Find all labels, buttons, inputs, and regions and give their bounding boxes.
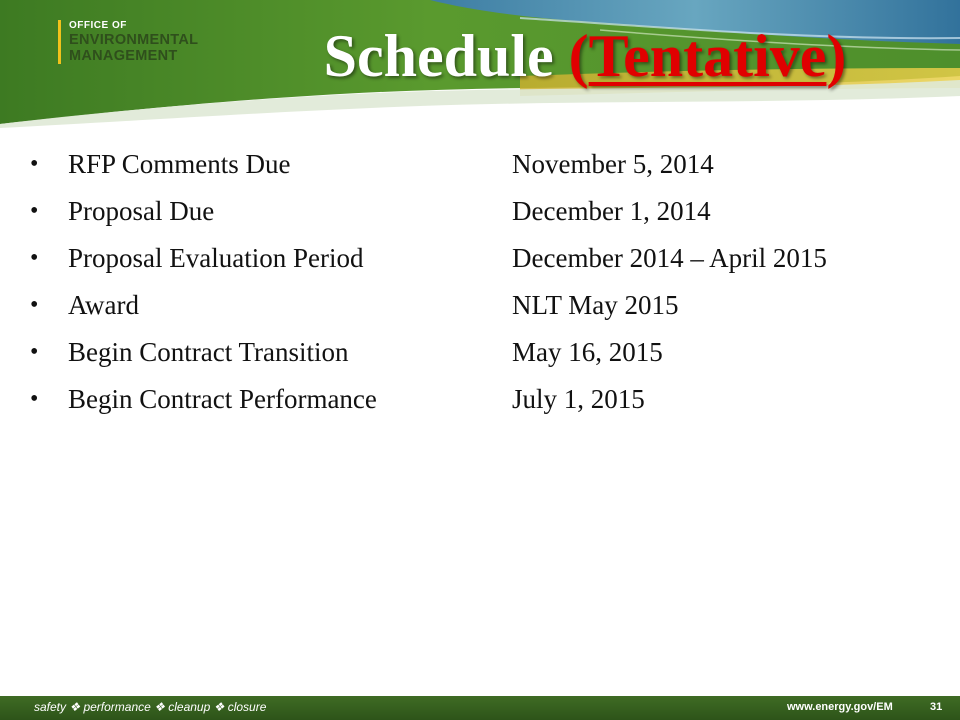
title-main: Schedule (323, 23, 569, 89)
item-date: December 1, 2014 (512, 196, 711, 226)
page-number: 31 (930, 701, 943, 713)
header-banner (0, 0, 960, 128)
item-date: July 1, 2015 (512, 384, 645, 414)
footer-url-link[interactable]: www.energy.gov/EM (787, 701, 893, 713)
item-date: December 2014 – April 2015 (512, 243, 827, 273)
item-label: Begin Contract Performance (68, 384, 377, 414)
list-item (30, 332, 930, 379)
bullet: • (30, 386, 39, 412)
footer-tagline: safety ❖ performance ❖ cleanup ❖ closure (34, 700, 267, 714)
item-date: May 16, 2015 (512, 337, 663, 367)
title-tentative: Tentative (588, 23, 827, 89)
bullet: • (30, 245, 39, 271)
logo-line-environmental: ENVIRONMENTAL (69, 32, 199, 48)
list-item (30, 191, 930, 238)
bullet: • (30, 198, 39, 224)
page-title (0, 20, 960, 92)
footer-bar (0, 696, 960, 720)
list-item (30, 144, 930, 191)
logo-line-office: OFFICE OF (69, 20, 127, 31)
item-label: RFP Comments Due (68, 149, 291, 179)
item-label: Begin Contract Transition (68, 337, 349, 367)
bullet: • (30, 292, 39, 318)
bullet: • (30, 339, 39, 365)
title-close-paren: ) (826, 23, 847, 89)
item-date: NLT May 2015 (512, 290, 679, 320)
list-item (30, 238, 930, 285)
list-item (30, 379, 930, 426)
logo-line-management: MANAGEMENT (69, 47, 178, 64)
list-item (30, 285, 930, 332)
title-open-paren: ( (568, 23, 589, 89)
bullet: • (30, 151, 39, 177)
item-date: November 5, 2014 (512, 149, 714, 179)
item-label: Award (68, 290, 139, 320)
schedule-list (30, 144, 930, 426)
item-label: Proposal Due (68, 196, 215, 226)
title-accent (569, 23, 847, 89)
item-label: Proposal Evaluation Period (68, 243, 364, 273)
